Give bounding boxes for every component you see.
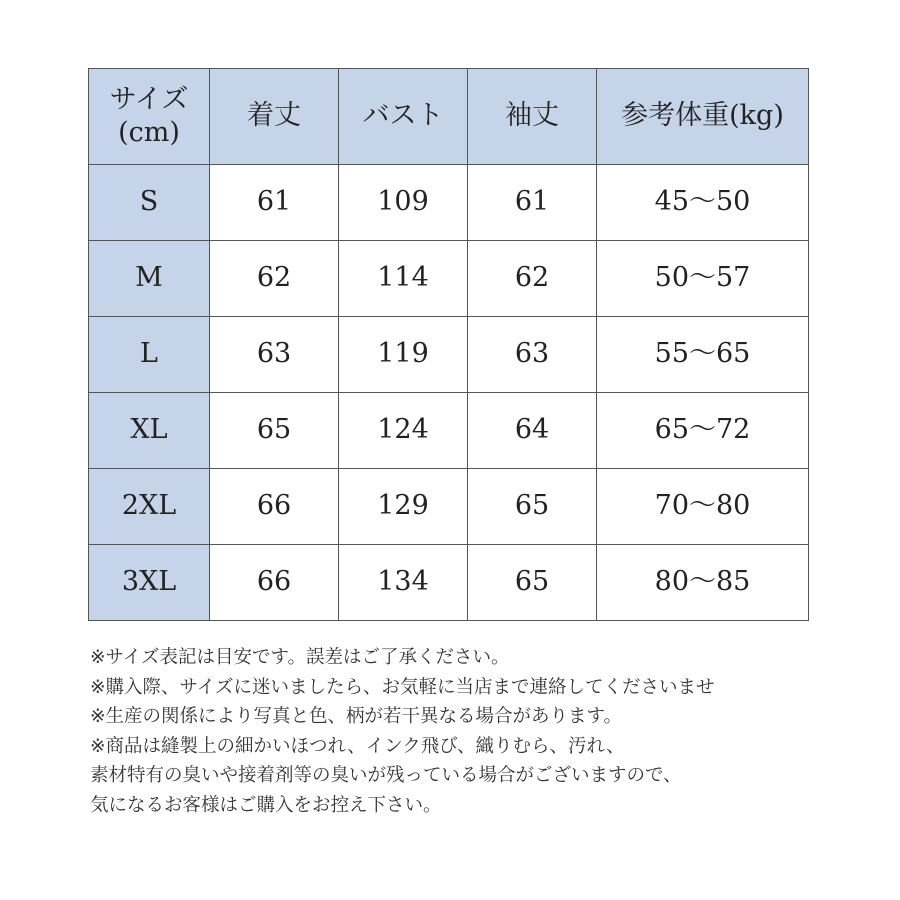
weight-cell: 50～57: [597, 241, 809, 317]
size-label-cell: XL: [89, 393, 210, 469]
length-cell: 63: [210, 317, 339, 393]
size-label-cell: 3XL: [89, 545, 210, 621]
table-row: [89, 393, 809, 469]
sleeve-header: 袖丈: [468, 69, 597, 165]
bust-header: バスト: [339, 69, 468, 165]
table-row: [89, 241, 809, 317]
note-line: ※サイズ表記は目安です。誤差はご了承ください。: [90, 647, 510, 668]
bust-cell: 119: [339, 317, 468, 393]
note-line: 素材特有の臭いや接着剤等の臭いが残っている場合がございますので、: [90, 765, 682, 787]
size-unit-label: (cm): [118, 116, 180, 148]
sleeve-cell: 61: [468, 165, 597, 241]
weight-cell: 70～80: [597, 469, 809, 545]
size-header-label: サイズ: [109, 84, 189, 116]
length-cell: 65: [210, 393, 339, 469]
size-label-cell: L: [89, 317, 210, 393]
notes-list: [90, 643, 715, 821]
note-line: 気になるお客様はご購入をお控え下さい。: [90, 794, 442, 816]
size-label-cell: S: [89, 165, 210, 241]
size-label-cell: M: [89, 241, 210, 317]
table-header-row: [89, 69, 809, 165]
length-cell: 62: [210, 241, 339, 317]
table-row: [89, 165, 809, 241]
length-cell: 66: [210, 469, 339, 545]
size-chart-table: [88, 68, 809, 621]
sleeve-cell: 65: [468, 545, 597, 621]
table-row: [89, 545, 809, 621]
weight-cell: 55～65: [597, 317, 809, 393]
sleeve-cell: 65: [468, 469, 597, 545]
size-header-cell: [89, 69, 210, 165]
bust-cell: 114: [339, 241, 468, 317]
bust-cell: 129: [339, 469, 468, 545]
weight-header: 参考体重(kg): [597, 69, 809, 165]
note-line: ※購入際、サイズに迷いましたら、お気軽に当店まで連絡してくださいませ: [90, 676, 715, 698]
size-label-cell: 2XL: [89, 469, 210, 545]
sleeve-cell: 62: [468, 241, 597, 317]
table-row: [89, 317, 809, 393]
note-line: ※商品は縫製上の細かいほつれ、インク飛び、織りむら、汚れ、: [90, 735, 625, 757]
weight-cell: 80～85: [597, 545, 809, 621]
bust-cell: 124: [339, 393, 468, 469]
bust-cell: 134: [339, 545, 468, 621]
note-line: ※生産の関係により写真と色、柄が若干異なる場合があります。: [90, 706, 623, 728]
weight-cell: 65～72: [597, 393, 809, 469]
table-row: [89, 469, 809, 545]
length-header: 着丈: [210, 69, 339, 165]
length-cell: 61: [210, 165, 339, 241]
bust-cell: 109: [339, 165, 468, 241]
weight-cell: 45～50: [597, 165, 809, 241]
sleeve-cell: 63: [468, 317, 597, 393]
sleeve-cell: 64: [468, 393, 597, 469]
length-cell: 66: [210, 545, 339, 621]
